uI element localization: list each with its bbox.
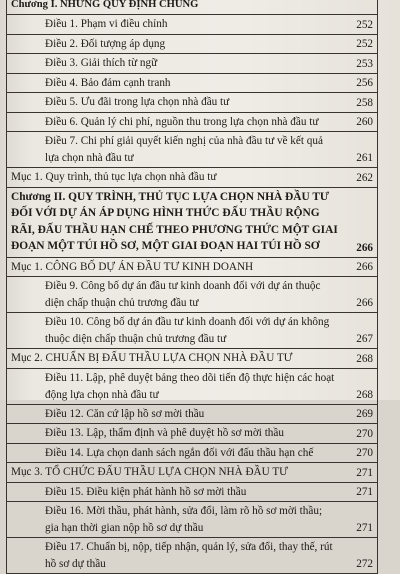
toc-entry-text: Điều 10. Công bố dự án đầu tư kinh doanh đối với dự án không thuộc diện chấp thuận chủ trương đầu tư <box>45 316 330 345</box>
toc-entry-text: Điều 17. Chuẩn bị, nộp, tiếp nhận, quản lý, sửa đổi, thay thế, rút hồ sơ dự thầu <box>45 541 333 570</box>
toc-entry-text: Điều 11. Lập, phê duyệt bảng theo dõi tiến độ thực hiện các hoạt động lựa chọn nhà đầu tư <box>45 371 335 401</box>
toc-entry-text: Chương I. NHỮNG QUY ĐỊNH CHUNG <box>11 0 199 10</box>
toc-entry-text: Điều 16. Mời thầu, phát hành, sửa đổi, làm rõ hồ sơ mời thầu; gia hạn thời gian nộp hồ sơ dự thầu <box>45 505 323 534</box>
toc-page-number: 266 <box>356 241 373 254</box>
toc-article-row <box>6 132 378 168</box>
toc-page-number: 271 <box>356 466 373 479</box>
toc-page-number: 266 <box>356 261 373 273</box>
toc-entry-text: Điều 15. Điều kiện phát hành hồ sơ mời thầu <box>45 485 247 498</box>
toc-page-number: 269 <box>356 408 373 420</box>
toc-article-row <box>6 369 378 405</box>
toc-entry-text: Chương II. QUY TRÌNH, THỦ TỤC LỰA CHỌN NHÀ ĐẦU TƯ ĐỐI VỚI DỰ ÁN ÁP DỤNG HÌNH THỨC ĐẤU THẦU RỘNG RÃI, ĐẤU THẦU HẠN CHẾ THEO PHƯƠNG THỨC MỘT GIAI ĐOẠN MỘT TÚI HỒ SƠ, MỘT GIAI ĐOẠN HAI TÚI HỒ SƠ <box>11 190 338 252</box>
toc-page-number: 267 <box>356 333 373 345</box>
toc-article-row <box>6 313 378 349</box>
toc-entry-text: Điều 5. Ưu đãi trong lựa chọn nhà đầu tư <box>45 96 230 108</box>
toc-article-row <box>6 483 378 503</box>
toc-entry-text: Mục 3. TỔ CHỨC ĐẤU THẦU LỰA CHỌN NHÀ ĐẦU TƯ <box>11 466 288 478</box>
toc-page-number: 253 <box>356 57 373 70</box>
toc-page-number: 271 <box>356 486 373 498</box>
toc-page-number: 266 <box>356 297 373 309</box>
toc-page-number: 271 <box>356 522 373 534</box>
toc-article-row <box>6 74 378 94</box>
toc-entry-text: Điều 3. Giải thích từ ngữ <box>45 57 158 69</box>
toc-entry-text: Điều 9. Công bố dự án đầu tư kinh doanh đối với dự án thuộc diện chấp thuận chủ trương đầu tư <box>45 280 321 309</box>
toc-entry-text: Điều 12. Căn cứ lập hồ sơ mời thầu <box>45 407 205 420</box>
toc-entry-text: Mục 1. Quy trình, thủ tục lựa chọn nhà đầu tư <box>11 171 217 183</box>
toc-article-row <box>6 502 378 538</box>
toc-page-number: 268 <box>356 388 373 401</box>
toc-entry-text: Điều 13. Lập, thẩm định và phê duyệt hồ sơ mời thầu <box>45 427 284 439</box>
toc-page-number: 261 <box>356 152 373 164</box>
toc-entry-text: Điều 2. Đối tượng áp dụng <box>45 37 166 50</box>
toc-section-row <box>6 349 378 369</box>
toc-article-row <box>6 538 378 574</box>
toc-article-row <box>6 405 378 425</box>
toc-article-row <box>6 54 378 74</box>
toc-chapter-row <box>6 0 378 15</box>
toc-page-number: 258 <box>356 96 373 109</box>
toc-page-number: 262 <box>356 171 373 184</box>
toc-page-number: 268 <box>356 352 373 365</box>
toc-entry-text: Điều 7. Chi phí giải quyết kiến nghị của nhà đầu tư về kết quả lựa chọn nhà đầu tư <box>45 135 323 164</box>
toc-section-row <box>6 463 378 483</box>
toc-article-row <box>6 424 378 444</box>
toc-article-row <box>6 93 378 113</box>
toc-article-row <box>6 113 378 133</box>
toc-page-number: 260 <box>356 116 373 128</box>
toc-entry-text: Mục 1. CÔNG BỐ DỰ ÁN ĐẦU TƯ KINH DOANH <box>11 260 254 273</box>
toc-page-number: 252 <box>356 18 373 31</box>
toc-chapter-row <box>6 188 378 258</box>
toc-article-row <box>6 35 378 55</box>
toc-article-row <box>6 15 378 35</box>
toc-entry-text: Mục 2. CHUẨN BỊ ĐẤU THẦU LỰA CHỌN NHÀ ĐẦU TƯ <box>11 352 293 364</box>
toc-entry-text: Điều 14. Lựa chọn danh sách ngắn đối với đấu thầu hạn chế <box>45 446 314 459</box>
toc-article-row <box>6 444 378 464</box>
toc-section-row <box>6 258 378 278</box>
toc-section-row <box>6 168 378 188</box>
toc-page-number: 270 <box>356 447 373 459</box>
toc-entry-text: Điều 4. Bảo đảm cạnh tranh <box>45 76 171 89</box>
toc-entry-text: Điều 1. Phạm vi điều chỉnh <box>45 18 168 30</box>
toc-article-row <box>6 277 378 313</box>
toc-page-number: 270 <box>356 427 373 440</box>
toc-page-number: 272 <box>356 558 373 570</box>
toc-page-number: 256 <box>356 77 373 89</box>
toc-page-number: 252 <box>356 38 373 50</box>
toc-entry-text: Điều 6. Quản lý chi phí, nguồn thu trong lựa chọn nhà đầu tư <box>45 115 319 128</box>
